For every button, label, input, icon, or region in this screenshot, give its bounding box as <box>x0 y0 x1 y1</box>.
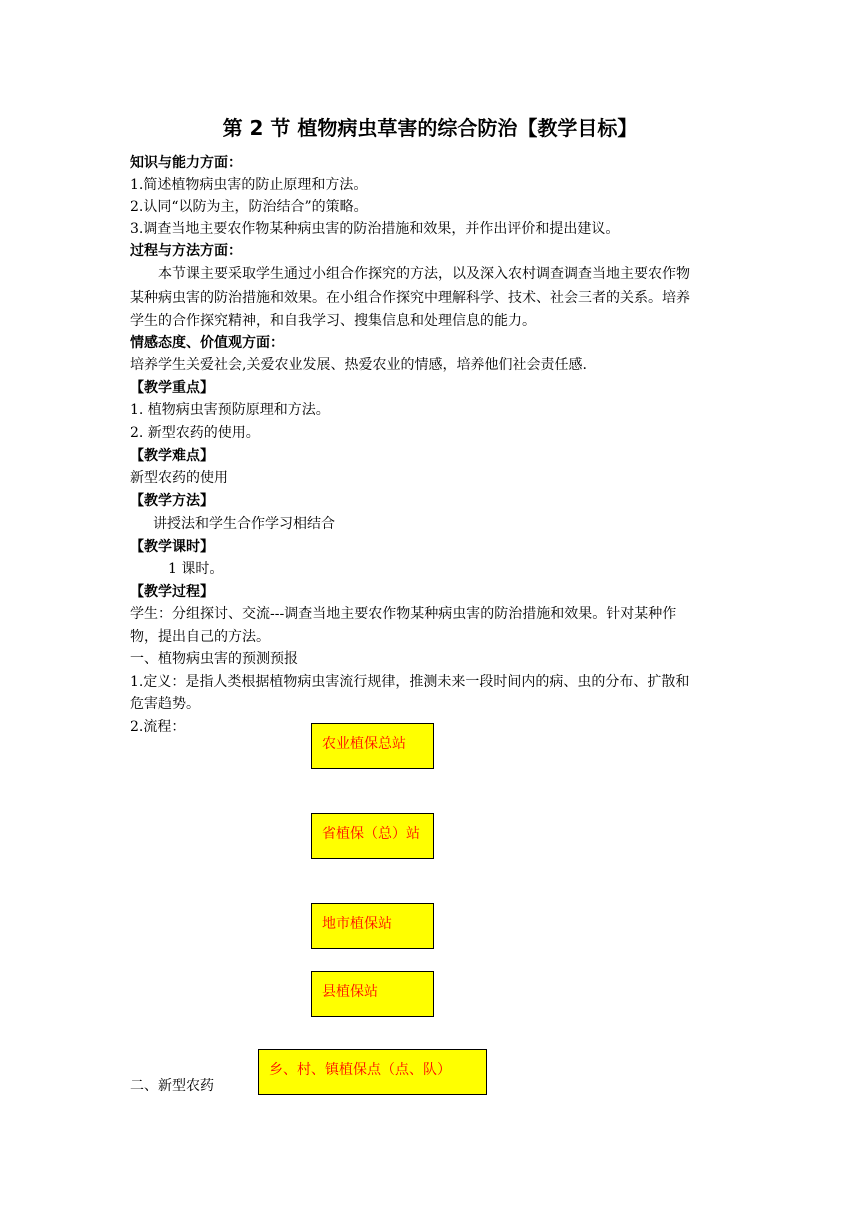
difficulty-text: 新型农药的使用 <box>130 470 228 486</box>
key-point-item: 2. 新型农药的使用。 <box>130 425 260 441</box>
page-title: 第 2 节 植物病虫草害的综合防治【教学目标】 <box>222 116 638 140</box>
definition-line: 1.定义：是指人类根据植物病虫害流行规律，推测未来一段时间内的病、虫的分布、扩散和 <box>130 674 690 690</box>
flowchart-box: 乡、村、镇植保点（点、队） <box>258 1049 487 1095</box>
process-paragraph-line: 某种病虫害的防治措施和效果。在小组合作探究中理解科学、技术、社会三者的关系。培养 <box>130 290 690 306</box>
process-paragraph-line: 本节课主要采取学生通过小组合作探究的方法，以及深入农村调查调查当地主要农作物 <box>130 266 690 282</box>
method-heading: 【教学方法】 <box>130 493 214 509</box>
procedure-line: 学生：分组探讨、交流---调查当地主要农作物某种病虫害的防治措施和效果。针对某种作 <box>130 606 677 622</box>
process-heading: 过程与方法方面： <box>130 243 242 259</box>
flow-label: 2.流程： <box>130 719 186 735</box>
flowchart-box: 县植保站 <box>311 971 434 1017</box>
knowledge-item: 2.认同“以防为主，防治结合”的策略。 <box>130 199 368 215</box>
hours-heading: 【教学课时】 <box>130 539 214 555</box>
key-point-item: 1. 植物病虫害预防原理和方法。 <box>130 402 330 418</box>
process-paragraph-line: 学生的合作探究精神，和自我学习、搜集信息和处理信息的能力。 <box>130 313 536 329</box>
knowledge-item: 3.调查当地主要农作物某种病虫害的防治措施和效果，并作出评价和提出建议。 <box>130 221 620 237</box>
flowchart-box: 省植保（总）站 <box>311 813 434 859</box>
attitude-heading: 情感态度、价值观方面： <box>130 335 284 351</box>
method-text: 讲授法和学生合作学习相结合 <box>153 516 335 532</box>
key-points-heading: 【教学重点】 <box>130 380 214 396</box>
procedure-line: 物，提出自己的方法。 <box>130 629 270 645</box>
hours-text: 1 课时。 <box>168 561 224 577</box>
flowchart-box: 地市植保站 <box>311 903 434 949</box>
difficulty-heading: 【教学难点】 <box>130 448 214 464</box>
definition-line: 危害趋势。 <box>130 696 200 712</box>
knowledge-item: 1.简述植物病虫害的防止原理和方法。 <box>130 177 368 193</box>
flowchart-box: 农业植保总站 <box>311 723 434 769</box>
attitude-text: 培养学生关爱社会,关爱农业发展、热爱农业的情感，培养他们社会责任感. <box>130 357 587 373</box>
section-heading: 二、新型农药 <box>130 1078 214 1094</box>
procedure-heading: 【教学过程】 <box>130 584 214 600</box>
section-heading: 一、植物病虫害的预测预报 <box>130 651 298 667</box>
knowledge-heading: 知识与能力方面： <box>130 155 242 171</box>
